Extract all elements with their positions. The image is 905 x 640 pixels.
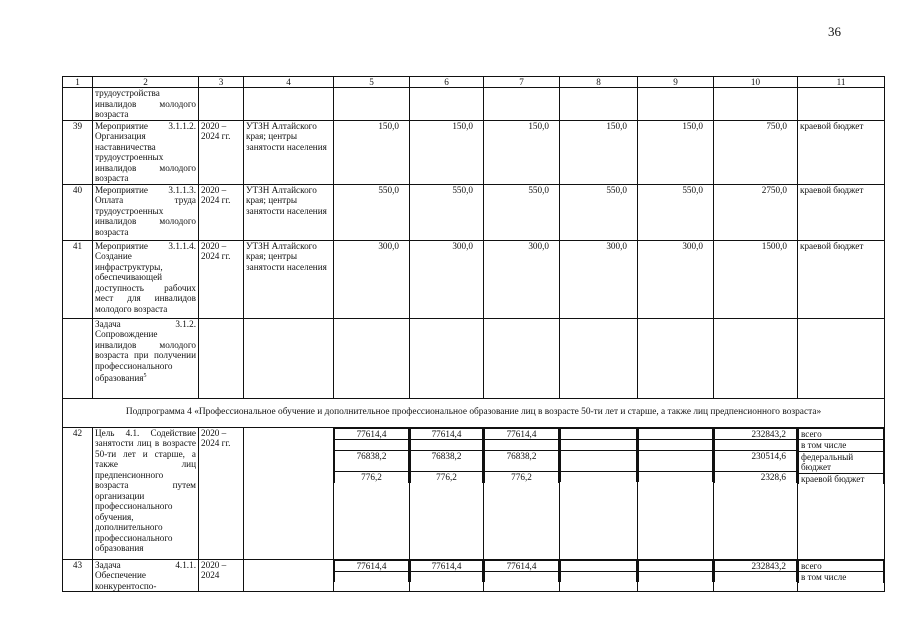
value-cell: 550,0 [484,184,560,240]
row-number: 41 [63,240,93,318]
value-cell [410,88,484,121]
col-header: 6 [410,77,484,88]
table-row [63,120,885,184]
footnote-marker: 5 [143,373,147,379]
value-column-6 [410,559,484,592]
row-number: 43 [63,559,93,592]
row-number: 40 [63,184,93,240]
row-name: Задача 4.1.1. Обеспечение конкурентоспо- [93,559,199,592]
value-cell: 2750,0 [714,184,798,240]
empty-cell [561,471,637,482]
value-cell: 230514,6 [715,451,797,472]
funding-source: в том числе [799,572,884,583]
funding-source: краевой бюджет [798,184,885,240]
value-cell: 77614,4 [411,560,483,572]
value-cell: 77614,4 [485,428,559,440]
value-cell [485,572,559,583]
funding-source: федеральный бюджет [799,451,884,473]
value-cell: 550,0 [638,184,714,240]
funding-source [798,88,885,121]
row-name: Мероприятие 3.1.1.2. Организация наставничества трудоустроенных инвалидов молодого возраста [93,120,199,184]
value-cell: 150,0 [484,120,560,184]
table-row [63,559,885,592]
value-cell [714,318,798,398]
value-cell [715,572,797,583]
funding-source: краевой бюджет [798,120,885,184]
value-cell [484,88,560,121]
value-cell: 77614,4 [335,560,409,572]
empty-cell [639,428,713,439]
empty-cell [561,450,637,471]
subprogram-title: Подпрограмма 4 «Профессиональное обучение и дополнительное профессиональное образование лиц в возрасте 50-ти лет и старше, а также лиц предпенсионного возраста» [63,398,885,427]
col-header: 5 [334,77,410,88]
value-cell: 750,0 [714,120,798,184]
row-executor [244,559,334,592]
value-cell: 300,0 [484,240,560,318]
value-cell [485,440,559,451]
row-name: Цель 4.1. Содействие занятости лиц в возрасте 50-ти лет и старше, а также лиц предпенсионного возраста путем организации профессионального обучения, дополнительного профессионального образования [93,427,199,559]
row-period: 2020 – 2024 гг. [199,120,244,184]
empty-cell [639,450,713,471]
row-executor: УТЗН Алтайского края; центры занятости населения [244,120,334,184]
value-cell [335,572,409,583]
row-executor [244,88,334,121]
value-column-10 [714,427,798,559]
value-column-10 [714,559,798,592]
empty-cell [561,428,637,439]
value-cell [715,440,797,451]
program-table [62,76,885,592]
row-name: Мероприятие 3.1.1.4. Создание инфраструктуры, обеспечивающей доступность рабочих мест для инвалидов молодого возраста [93,240,199,318]
subprogram-row [63,398,885,427]
col-header: 1 [63,77,93,88]
funding-source: краевой бюджет [798,240,885,318]
value-cell: 150,0 [560,120,638,184]
value-cell: 150,0 [410,120,484,184]
col-header: 3 [199,77,244,88]
value-cell: 232843,2 [715,560,797,572]
funding-source: краевой бюджет [799,473,884,484]
value-cell [638,88,714,121]
value-column-9 [638,427,714,559]
funding-source: всего [799,428,884,440]
table-row [63,88,885,121]
value-cell: 550,0 [410,184,484,240]
value-cell: 550,0 [560,184,638,240]
value-cell [335,440,409,451]
row-period: 2020 – 2024 гг. [199,240,244,318]
col-header: 10 [714,77,798,88]
value-cell [411,572,483,583]
value-cell: 76838,2 [411,451,483,472]
col-header: 8 [560,77,638,88]
row-executor: УТЗН Алтайского края; центры занятости населения [244,240,334,318]
value-cell: 77614,4 [411,428,483,440]
task-name-text: Задача 3.1.2. Сопровождение инвалидов молодого возраста при получении профессионального образования [95,318,196,384]
funding-source: в том числе [799,440,884,452]
value-column-5 [334,427,410,559]
value-cell: 77614,4 [335,428,409,440]
row-period [199,318,244,398]
row-number: 42 [63,427,93,559]
value-cell: 232843,2 [715,428,797,440]
value-cell: 150,0 [638,120,714,184]
empty-cell [639,571,713,582]
value-cell [334,88,410,121]
value-cell: 1500,0 [714,240,798,318]
table-row [63,427,885,559]
empty-cell [639,560,713,571]
row-executor [244,427,334,559]
value-column-8 [560,427,638,559]
value-cell [714,88,798,121]
value-cell: 550,0 [334,184,410,240]
col-header: 11 [798,77,885,88]
empty-cell [561,439,637,450]
funding-source: всего [799,560,884,572]
value-cell: 150,0 [334,120,410,184]
value-cell [560,88,638,121]
value-column-7 [484,559,560,592]
row-name: Мероприятие 3.1.1.3. Оплата труда трудоустроенных инвалидов молодого возраста [93,184,199,240]
row-number [63,88,93,121]
value-column-5 [334,559,410,592]
row-period: 2020 – 2024 гг. [199,427,244,559]
value-cell [334,318,410,398]
value-cell [411,440,483,451]
value-column-6 [410,427,484,559]
col-header: 7 [484,77,560,88]
value-cell [560,318,638,398]
col-header: 4 [244,77,334,88]
value-cell: 300,0 [410,240,484,318]
row-period: 2020 – 2024 [199,559,244,592]
row-executor [244,318,334,398]
value-column-7 [484,427,560,559]
value-cell: 300,0 [638,240,714,318]
col-header: 2 [93,77,199,88]
value-column-8 [560,559,638,592]
empty-cell [639,439,713,450]
row-period: 2020 – 2024 гг. [199,184,244,240]
row-executor: УТЗН Алтайского края; центры занятости населения [244,184,334,240]
empty-cell [561,571,637,582]
col-header: 9 [638,77,714,88]
value-column-9 [638,559,714,592]
value-cell: 776,2 [485,472,559,483]
funding-source-column [798,559,885,592]
row-period [199,88,244,121]
row-name: трудоустройства инвалидов молодого возраста [93,88,199,121]
value-cell: 776,2 [411,472,483,483]
value-cell [484,318,560,398]
empty-cell [639,471,713,482]
value-cell: 300,0 [334,240,410,318]
table-row [63,240,885,318]
value-cell: 2328,6 [715,472,797,483]
column-number-row [63,77,885,88]
row-number: 39 [63,120,93,184]
value-cell: 300,0 [560,240,638,318]
funding-source-column [798,427,885,559]
value-cell: 76838,2 [335,451,409,472]
empty-cell [561,560,637,571]
row-name [93,318,199,398]
table-row [63,318,885,398]
page-number: 36 [828,24,841,39]
value-cell [410,318,484,398]
value-cell [638,318,714,398]
table-row [63,184,885,240]
value-cell: 76838,2 [485,451,559,472]
row-number [63,318,93,398]
value-cell: 77614,4 [485,560,559,572]
funding-source [798,318,885,398]
value-cell: 776,2 [335,472,409,483]
